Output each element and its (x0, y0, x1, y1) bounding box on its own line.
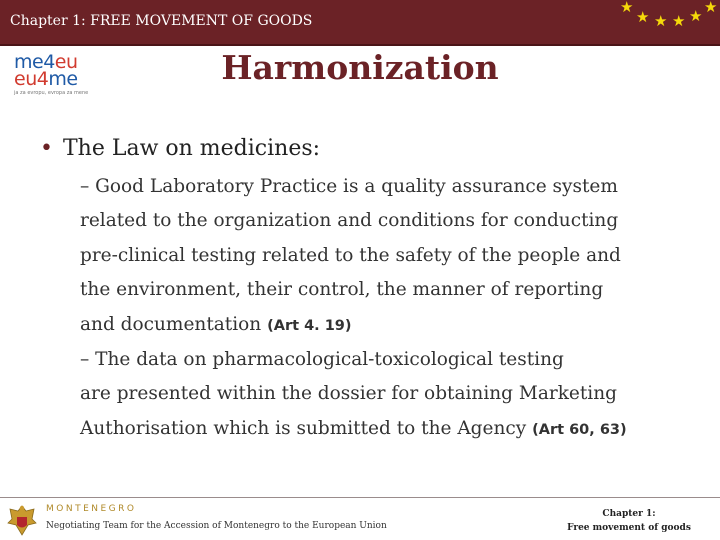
star-icon: ★ (636, 8, 650, 26)
text-line: pre-clinical testing related to the safety of the people and (80, 244, 621, 266)
text-line: the environment, their control, the manner of reporting (80, 279, 604, 301)
slide-content (40, 134, 710, 447)
logo-text: eu (54, 51, 78, 73)
bullet-item (40, 134, 710, 164)
text-line: are presented within the dossier for obtaining Marketing (80, 383, 617, 405)
footer-chapter-line: Chapter 1: (602, 509, 656, 519)
logo-text: me (48, 68, 78, 90)
footer-divider (0, 497, 720, 498)
footer-chapter-line: Free movement of goods (567, 523, 691, 533)
article-reference: (Art 4. 19) (267, 317, 352, 334)
footer-country: MONTENEGRO (46, 504, 137, 514)
header-bar (0, 0, 720, 44)
star-icon: ★ (654, 12, 668, 30)
article-reference: (Art 60, 63) (532, 421, 627, 438)
text-line: related to the organization and conditions for conducting (80, 210, 619, 232)
star-icon: ★ (672, 12, 686, 30)
star-icon: ★ (620, 0, 634, 16)
eu-stars-icon (612, 0, 720, 44)
text-line (80, 412, 700, 447)
header-divider (0, 44, 720, 46)
text-fragment: and documentation (80, 313, 262, 335)
footer-team: Negotiating Team for the Accession of Montenegro to the European Union (46, 521, 387, 531)
logo-tagline: ja za evropu, evropa za mene (14, 90, 89, 96)
star-icon: ★ (704, 0, 718, 16)
coat-of-arms-icon (6, 503, 38, 537)
text-fragment: Authorisation which is submitted to the Agency (80, 417, 527, 439)
text-line: – Good Laboratory Practice is a quality assurance system (80, 176, 618, 197)
star-icon: ★ (689, 7, 703, 25)
bullet-icon: • (40, 136, 53, 161)
footer-chapter (562, 507, 696, 535)
slide-title: Harmonization (221, 48, 499, 87)
chapter-header: Chapter 1: FREE MOVEMENT OF GOODS (10, 13, 313, 29)
logo-text: me4 (14, 51, 55, 73)
logo-text: eu4 (14, 68, 49, 90)
text-line: – The data on pharmacological-toxicological testing (80, 349, 564, 371)
sub-paragraph (80, 170, 700, 447)
text-line (80, 308, 700, 343)
bullet-text: The Law on medicines: (62, 136, 321, 161)
